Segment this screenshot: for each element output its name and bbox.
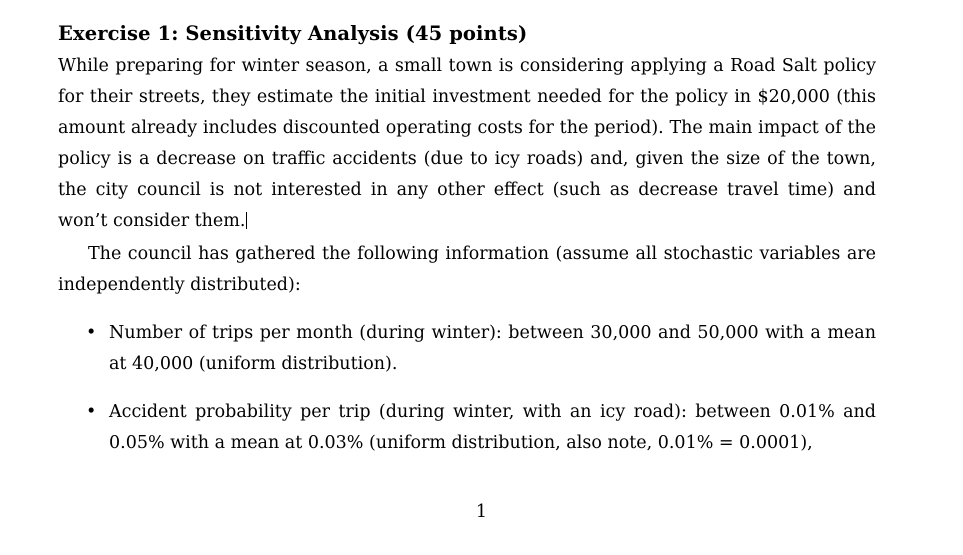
page-number: 1 (475, 502, 488, 522)
bullet-icon: • (86, 402, 97, 422)
list-item (58, 318, 876, 380)
intro-paragraph-text: While preparing for winter season, a small town is considering applying a Road Salt policy for their streets, they estimate the initial investment needed for the policy in $20,000 (this amount already includes discounted operating costs for the period). The main impact of the policy is a decrease on traffic accidents (due to icy roads) and, given the size of the town, the city council is not interested in any other effect (such as decrease travel time) and won’t consider them. (58, 56, 876, 231)
information-list (58, 318, 876, 476)
list-item (58, 397, 876, 459)
list-item-text: Accident probability per trip (during winter, with an icy road): between 0.01% and 0.05% with a mean at 0.03% (uniform distribution, also note, 0.01% = 0.0001), (109, 402, 876, 453)
list-item-text: Number of trips per month (during winter): between 30,000 and 50,000 with a mean at 40,000 (uniform distribution). (109, 323, 876, 374)
council-paragraph: The council has gathered the following information (assume all stochastic variables are independently distributed): (58, 244, 876, 295)
bullet-icon: • (86, 323, 97, 343)
intro-paragraph (58, 51, 876, 237)
text-cursor (246, 212, 247, 229)
exercise-heading: Exercise 1: Sensitivity Analysis (45 points) (58, 22, 528, 45)
